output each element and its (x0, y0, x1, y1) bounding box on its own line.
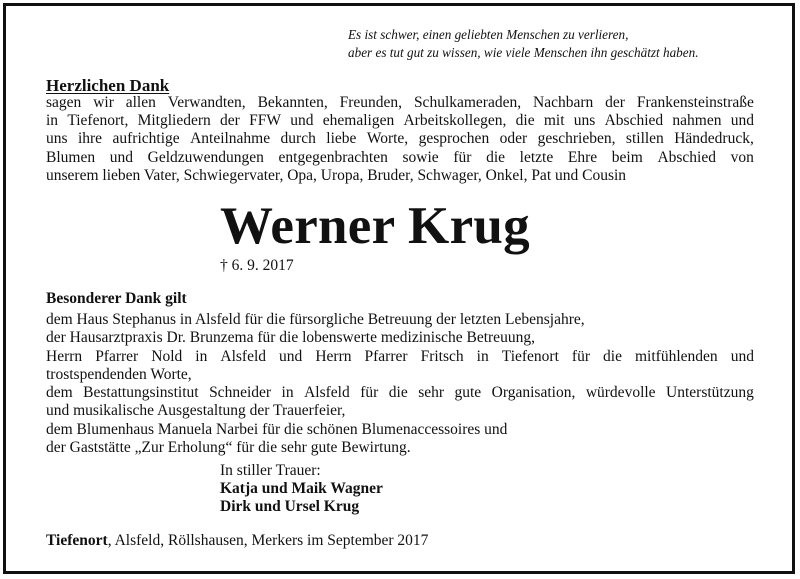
word: für (453, 148, 472, 166)
word: Pfarrer (364, 347, 408, 365)
mourner-name: Dirk und Ursel Krug (220, 498, 360, 516)
place-date-line (46, 532, 428, 550)
word: von (730, 148, 754, 166)
word: stillen (625, 130, 664, 148)
place-name: Tiefenort (46, 532, 108, 549)
signature-block (220, 462, 383, 517)
word: Bekannten, (257, 94, 328, 111)
special-thanks-line: der Hausarztpraxis Dr. Brunzema für die lobenswerte medizinische Betreuung, (46, 329, 535, 347)
word: Freunden, (339, 94, 403, 111)
thanks-line-last: unserem lieben Vater, Schwiegervater, Opa, Uropa, Bruder, Schwager, Onkel, Pat und Cousin (46, 166, 627, 184)
thanks-paragraph (46, 94, 754, 185)
word: Tiefenort, (67, 112, 129, 130)
word: Ehre (567, 148, 598, 166)
special-thanks-line (46, 384, 754, 402)
word: Abschied (604, 112, 664, 130)
word: Organisation, (491, 384, 576, 402)
word: Händedruck, (674, 130, 754, 148)
word: sagen (46, 94, 82, 111)
special-thanks-line: dem Haus Stephanus in Alsfeld für die fürsorgliche Betreuung der letzten Lebensjahre, (46, 311, 585, 328)
deceased-name: Werner Krug (220, 197, 530, 255)
word: letzte (519, 148, 554, 166)
word: nahmen (672, 112, 722, 130)
word: Geldzuwendungen (147, 148, 264, 166)
word: und (730, 347, 754, 365)
word: die (486, 148, 505, 166)
special-thanks-line (46, 348, 754, 366)
word: liebe (326, 130, 357, 148)
word: in (195, 347, 208, 365)
word: geschrieben, (537, 130, 616, 148)
word: Schulkameraden, (413, 94, 522, 111)
word: Herrn (46, 347, 83, 365)
word: sehr (418, 384, 445, 402)
word: dem (46, 384, 73, 402)
word: Schneider (209, 384, 272, 402)
word: Unterstützung (666, 384, 754, 402)
thanks-heading: Herzlichen Dank (46, 76, 170, 95)
word: Blumen (46, 148, 96, 166)
word: würdevolle (585, 384, 656, 402)
special-thanks-paragraph (46, 311, 754, 457)
word: die (515, 112, 535, 130)
word: der (605, 94, 625, 111)
mourning-intro: In stiller Trauer: (220, 462, 321, 479)
word: Anteilnahme (190, 130, 271, 148)
word: aufrichtige (112, 130, 180, 148)
thanks-line (46, 112, 754, 130)
word: uns (573, 112, 596, 130)
word: uns (46, 130, 68, 148)
word: in (46, 112, 59, 130)
word: und (730, 112, 754, 130)
motto-quote (348, 26, 768, 62)
word: Frankensteinstraße (636, 94, 754, 111)
word: für (571, 347, 590, 365)
special-thanks-line: und musikalische Ausgestaltung der Trauerfeier, (46, 402, 346, 420)
word: beim (611, 148, 643, 166)
word: mitfühlenden (635, 347, 718, 365)
special-thanks-heading: Besonderer Dank gilt (46, 290, 187, 307)
word: für (360, 384, 379, 402)
word: Pfarrer (95, 347, 139, 365)
word: mit (543, 112, 565, 130)
word: Alsfeld (220, 347, 267, 365)
word: ehemaligen (322, 112, 395, 130)
word: Worte, (366, 130, 409, 148)
word: und (109, 148, 133, 166)
place-date-rest: , Alsfeld, Röllshausen, Merkers im September 2017 (107, 532, 429, 549)
word: die (388, 384, 408, 402)
thanks-line (46, 94, 754, 112)
word: allen (125, 94, 156, 111)
word: gesprochen (418, 130, 490, 148)
word: Nold (151, 347, 183, 365)
word: Arbeitskollegen, (403, 112, 507, 130)
word: ihre (77, 130, 103, 148)
thanks-line (46, 149, 754, 167)
thanks-line (46, 130, 754, 148)
word: Tiefenort (501, 347, 559, 365)
special-thanks-line: trostspendenden Worte, (46, 365, 192, 383)
motto-line-2: aber es tut gut zu wissen, wie viele Menschen ihn geschätzt haben. (348, 45, 699, 60)
word: Herrn (315, 347, 352, 365)
word: Nachbarn (533, 94, 594, 111)
word: sowie (402, 148, 439, 166)
word: Alsfeld (304, 384, 350, 402)
motto-line-1: Es ist schwer, einen geliebten Menschen zu verlieren, (348, 27, 629, 42)
word: in (476, 347, 489, 365)
special-thanks-line: dem Blumenhaus Manuela Narbei für die schönen Blumenaccessoires und (46, 420, 508, 438)
word: und (290, 112, 314, 130)
death-date: † 6. 9. 2017 (220, 257, 294, 274)
mourner-name: Katja und Maik Wagner (220, 480, 383, 498)
word: Verwandten, (167, 94, 246, 111)
word: und (279, 347, 303, 365)
word: Abschied (657, 148, 716, 166)
word: entgegenbrachten (278, 148, 388, 166)
special-thanks-line: der Gaststätte „Zur Erholung“ für die sehr gute Bewirtung. (46, 439, 411, 457)
word: gute (454, 384, 482, 402)
word: in (281, 384, 294, 402)
word: die (603, 347, 622, 365)
word: der (220, 112, 240, 130)
word: oder (499, 130, 528, 148)
word: wir (93, 94, 114, 111)
word: durch (280, 130, 316, 148)
word: Mitgliedern (137, 112, 211, 130)
word: Bestattungsinstitut (83, 384, 199, 402)
word: Fritsch (420, 347, 464, 365)
word: FFW (249, 112, 281, 130)
